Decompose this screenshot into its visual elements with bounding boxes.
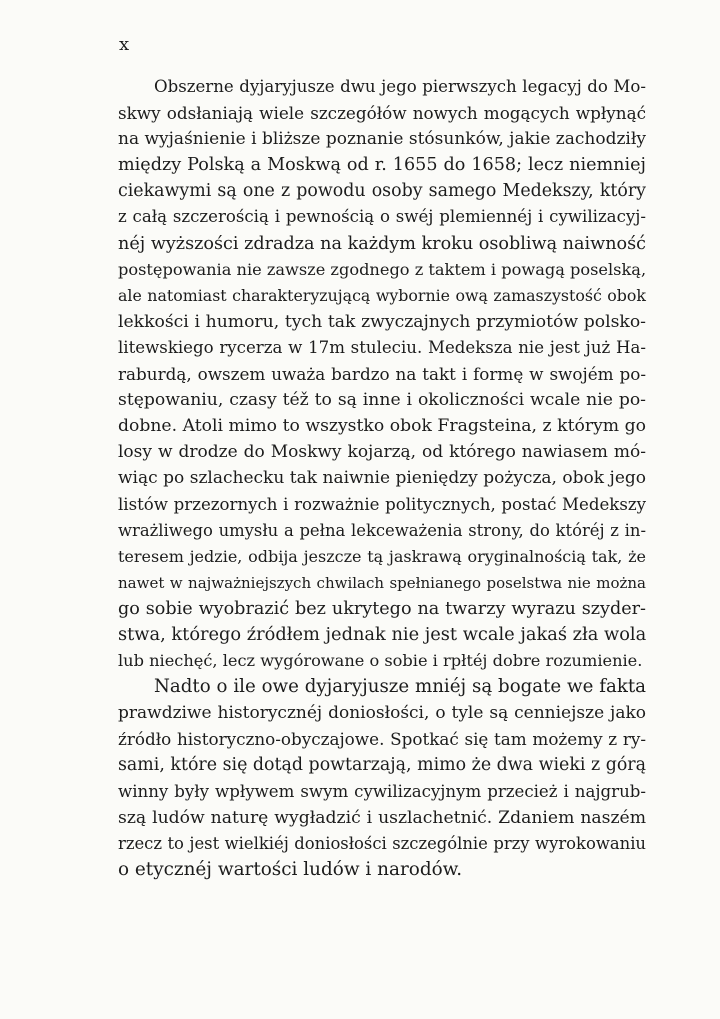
text-line: lub niechęć, lecz wygórowane o sobie i rpłtéj dobre rozumienie. [118,651,643,671]
text-line: z całą szczerością i pewnością o swéj plemiennéj i cywilizacyj- [118,207,646,227]
text-line: Obszerne dyjaryjusze dwu jego pierwszych legacyj do Mo- [154,77,646,96]
text-line: ciekawymi są one z powodu osoby samego Medekszy, który [118,181,646,202]
text-line: sami, które się dotąd powtarzają, mimo że dwa wieki z górą [118,755,646,776]
text-line: néj wyższości zdradza na każdym kroku osobliwą naiwność [118,233,646,254]
text-line: skwy odsłaniają wiele szczegółów nowych mogących wpłynąć [118,103,646,124]
text-line: wiąc po szlachecku tak naiwnie pieniędzy pożycza, obok jego [118,468,646,489]
text-line: go sobie wyobrazić bez ukrytego na twarzy wyrazu szyder- [118,598,646,619]
text-line: winny były wpływem swym cywilizacyjnym przecież i najgrub- [118,781,646,801]
text-line: ale natomiast charakteryzującą wybornie ową zamaszystość obok [118,285,646,305]
text-line: dobne. Atoli mimo to wszystko obok Fragsteina, z którym go [118,416,646,437]
text-line: litewskiego rycerza w 17m stuleciu. Medeksza nie jest już Ha- [118,337,646,357]
page-number: x [119,34,130,55]
text-line: o etycznéj wartości ludów i narodów. [118,858,463,880]
text-line: Nadto o ile owe dyjaryjusze mniéj są bogate we fakta [154,676,646,698]
text-line: źródło historyczno-obyczajowe. Spotkać się tam możemy z ry- [118,729,646,750]
text-line: listów przezornych i rozważnie politycznych, postać Medekszy [118,494,646,514]
text-line: na wyjaśnienie i bliższe poznanie stósunków, jakie zachodziły [118,129,646,150]
paragraph [118,74,646,674]
text-line: szą ludów naturę wygładzić i uszlachetnić. Zdaniem naszém [118,807,646,828]
text-line: wrażliwego umysłu a pełna lekceważenia strony, do któréj z in- [118,520,646,540]
text-line: nawet w najważniejszych chwilach spełnianego poselstwa nie można [118,573,646,592]
paragraph [118,674,646,883]
text-line: stwa, którego źródłem jednak nie jest wcale jakaś zła wola [118,623,647,645]
text-line: między Polską a Moskwą od r. 1655 do 1658; lecz niemniej [118,155,646,176]
body-text [118,74,646,883]
text-line: stępowaniu, czasy též to są inne i okoliczności wcale nie po- [118,390,646,411]
text-line: lekkości i humoru, tych tak zwyczajnych przymiotów polsko- [118,311,646,332]
text-line: prawdziwe historycznéj doniosłości, o tyle są cenniejsze jako [118,703,646,724]
text-line: postępowania nie zawsze zgodnego z taktem i powagą poselską, [118,259,647,279]
text-line: teresem jedzie, odbija jeszcze tą jaskrawą oryginalnością tak, że [118,546,646,566]
text-line: raburdą, owszem uważa bardzo na takt i formę w swojém po- [118,364,646,385]
text-line: losy w drodze do Moskwy kojarzą, od którego nawiasem mó- [118,442,646,463]
text-line: rzecz to jest wielkiéj doniosłości szczególnie przy wyrokowaniu [118,833,646,853]
